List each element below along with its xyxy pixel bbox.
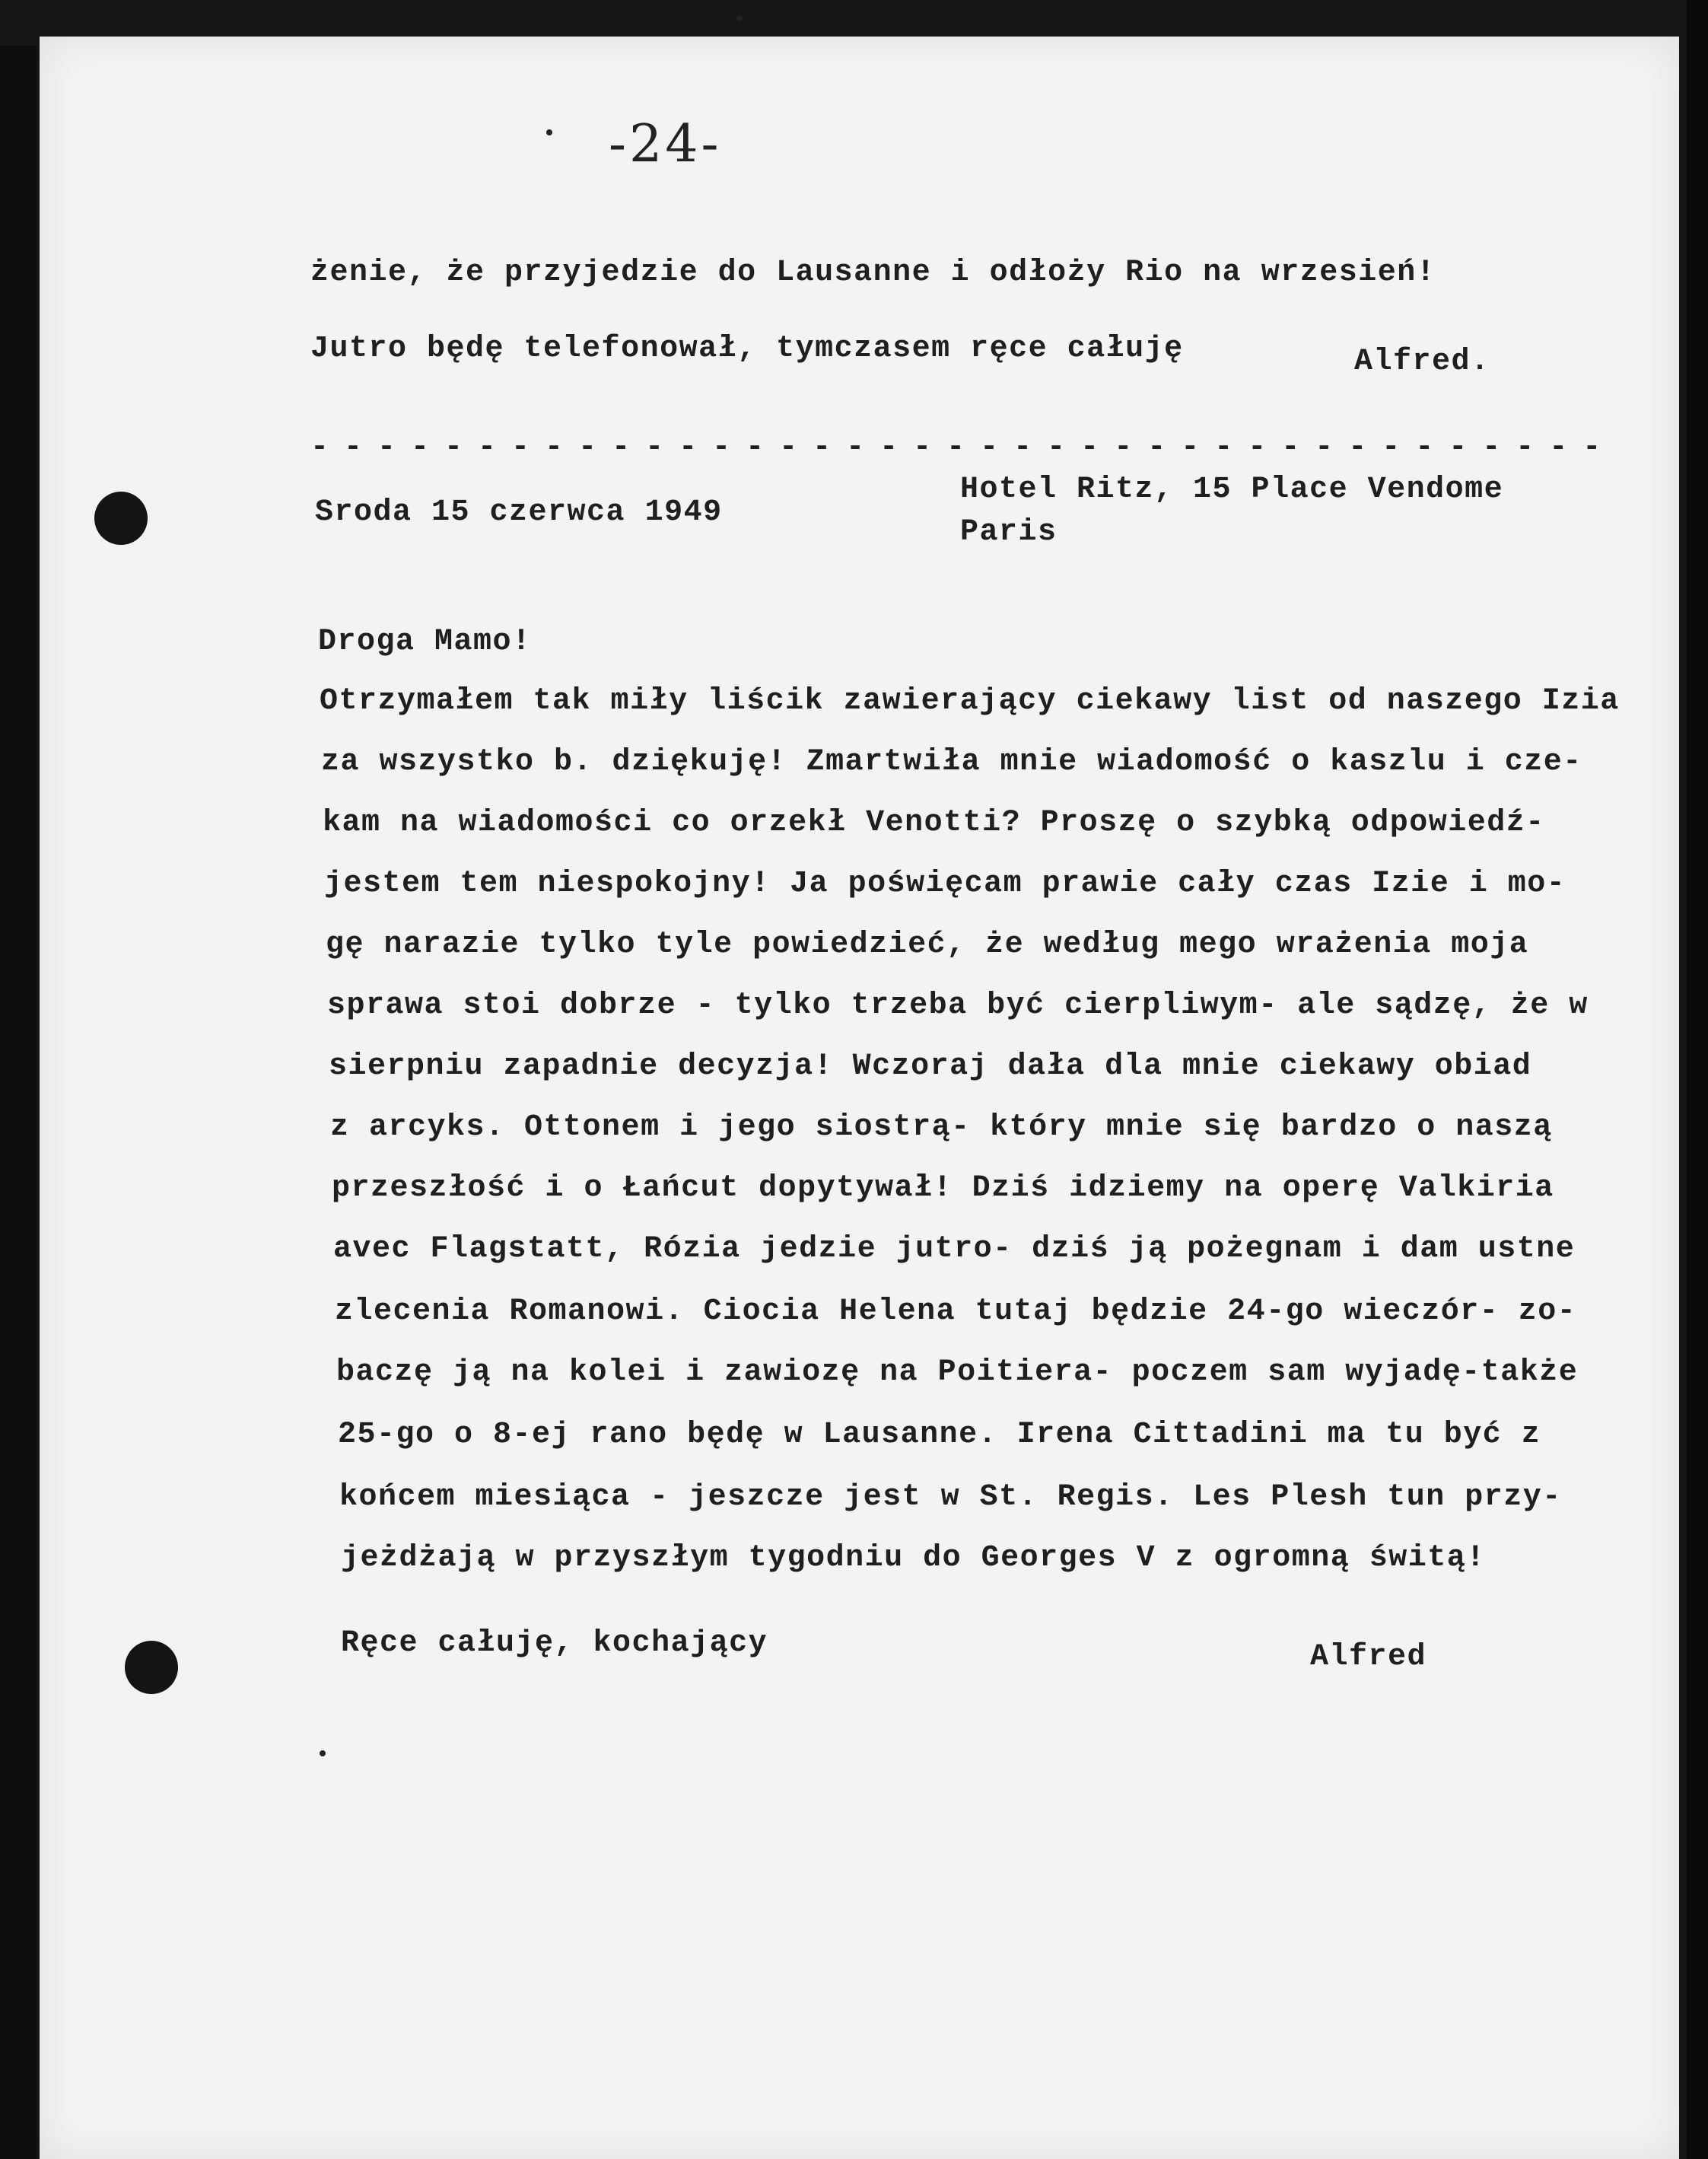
body-line: przeszłość i o Łańcut dopytywał! Dziś idziemy na operę Valkiria: [332, 1171, 1554, 1205]
letter-date: Sroda 15 czerwca 1949: [315, 495, 723, 530]
body-line: jeżdżają w przyszłym tygodniu do Georges V z ogromną świtą!: [341, 1541, 1486, 1575]
body-line: 25-go o 8-ej rano będę w Lausanne. Irena Cittadini ma tu być z: [338, 1418, 1541, 1452]
body-line: baczę ją na kolei i zawiozę na Poitiera- poczem sam wyjadę-także: [336, 1355, 1579, 1390]
letter-closing: Ręce całuję, kochający: [341, 1626, 768, 1661]
body-line: zlecenia Romanowi. Ciocia Helena tutaj będzie 24-go wieczór- zo-: [335, 1294, 1577, 1329]
letter-greeting: Droga Mamo!: [318, 625, 532, 659]
continuation-signature: Alfred.: [1354, 345, 1490, 379]
punch-hole-bottom: [125, 1641, 178, 1694]
letter-address-line-2: Paris: [960, 515, 1058, 549]
body-line: jestem tem niespokojny! Ja poświęcam prawie cały czas Izie i mo-: [324, 867, 1566, 901]
continuation-line-2: Jutro będę telefonował, tymczasem ręce całuję: [310, 332, 1184, 366]
page-number: -24-: [609, 114, 722, 174]
letter-address-line-1: Hotel Ritz, 15 Place Vendome: [960, 473, 1504, 507]
body-line: sprawa stoi dobrze - tylko trzeba być cierpliwym- ale sądzę, że w: [327, 989, 1589, 1023]
body-line: gę narazie tylko tyle powiedzieć, że według mego wrażenia moja: [326, 928, 1529, 962]
continuation-line-1: żenie, że przyjedzie do Lausanne i odłoży Rio na wrzesień!: [310, 256, 1436, 290]
body-line: za wszystko b. dziękuję! Zmartwiła mnie wiadomość o kaszlu i cze-: [321, 745, 1582, 779]
body-line: Otrzymałem tak miły liścik zawierający ciekawy list od naszego Izia: [320, 684, 1620, 718]
body-line: avec Flagstatt, Rózia jedzie jutro- dziś ją pożegnam i dam ustne: [333, 1232, 1576, 1266]
body-line: końcem miesiąca - jeszcze jest w St. Regis. Les Plesh tun przy-: [339, 1480, 1562, 1514]
punch-hole-top: [94, 492, 148, 545]
ink-speck: [736, 15, 743, 21]
film-edge-left: [0, 46, 37, 2159]
separator-line: - - - - - - - - - - - - - - - - - - - - - - - - - - - - - - - - - - - - - - -: [310, 431, 1600, 465]
body-line: kam na wiadomości co orzekł Venotti? Proszę o szybką odpowiedź-: [323, 806, 1545, 840]
letter-signature: Alfred: [1310, 1640, 1427, 1674]
ink-speck: [546, 129, 552, 135]
film-edge-right: [1687, 0, 1708, 2159]
ink-speck: [320, 1750, 326, 1756]
body-line: z arcyks. Ottonem i jego siostrą- który mnie się bardzo o naszą: [330, 1110, 1553, 1145]
body-line: sierpniu zapadnie decyzja! Wczoraj dała dla mnie ciekawy obiad: [329, 1049, 1532, 1084]
